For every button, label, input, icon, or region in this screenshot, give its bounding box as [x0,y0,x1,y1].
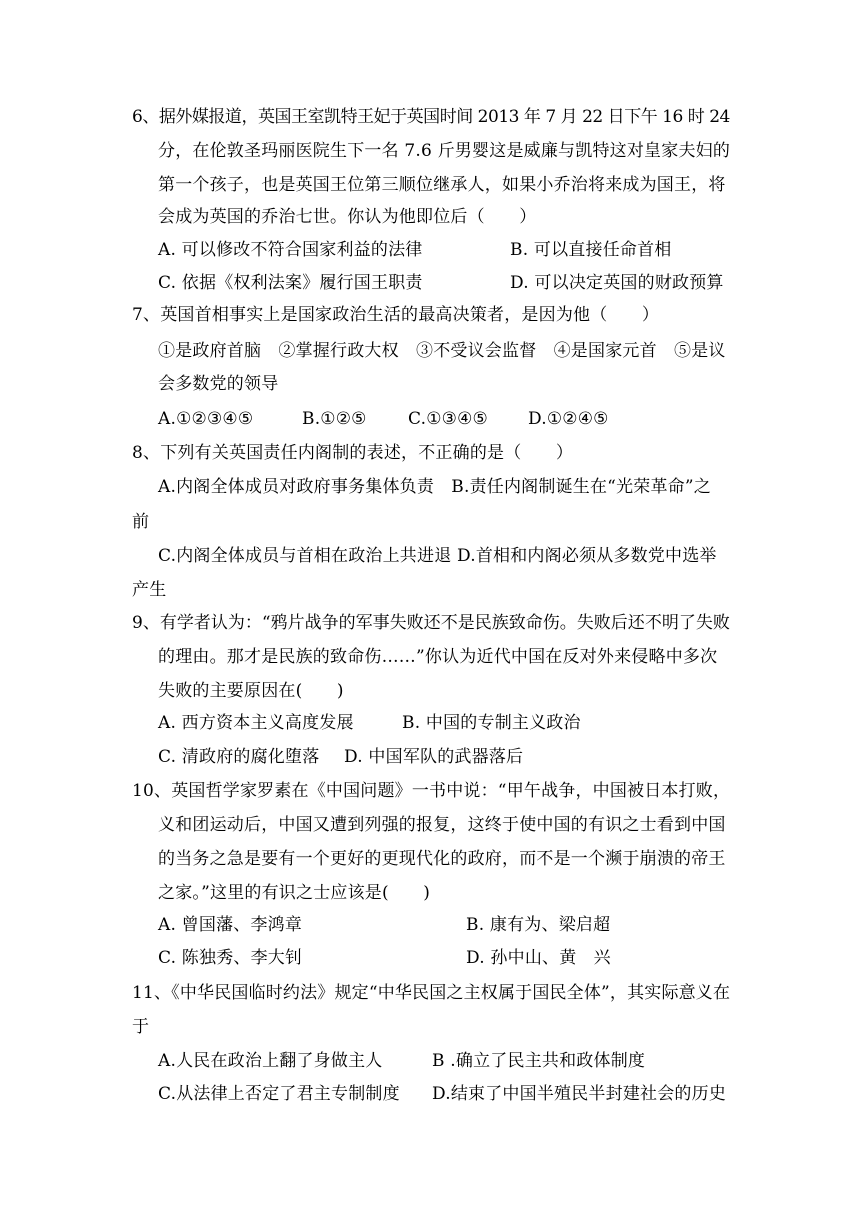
question-9-option-d: D. 中国军队的武器落后 [344,747,524,767]
question-6-line-3: 第一个孩子，也是英国王位第三顺位继承人，如果小乔治将来成为国王，将 [158,175,726,195]
question-11-option-b: B .确立了民主共和政体制度 [432,1051,646,1071]
question-10-option-d: D. 孙中山、黄 兴 [466,948,611,968]
question-8-option-a-b: A.内阁全体成员对政府事务集体负责 B.责任内阁制诞生在“光荣革命”之 [158,477,711,497]
question-11-line-1: 11、《中华民国临时约法》规定“中华民国之主权属于国民全体”，其实际意义在 [132,983,731,1003]
question-7-line-3: 会多数党的领导 [158,374,279,394]
question-10-line-2: 义和团运动后，中国又遭到列强的报复，这终于使中国的有识之士看到中国 [158,815,726,835]
question-9-line-3: 失败的主要原因在( ) [158,681,344,701]
question-11-line-2: 于 [132,1017,150,1037]
question-6-line-2: 分，在伦敦圣玛丽医院生下一名 7.6 斤男婴这是威廉与凯特这对皇家夫妇的 [158,141,731,161]
question-10-option-a: A. 曾国藩、李鸿章 [158,915,303,935]
question-10-line-4: 之家。”这里的有识之士应该是( ) [158,883,431,903]
question-7-line-1: 7、英国首相事实上是国家政治生活的最高决策者，是因为他（ ） [132,305,660,325]
question-9-line-2: 的理由。那才是民族的致命伤……”你认为近代中国在反对外来侵略中多次 [158,647,718,667]
question-11-option-d: D.结束了中国半殖民半封建社会的历史 [432,1084,727,1104]
question-10-line-3: 的当务之急是要有一个更好的更现代化的政府，而不是一个濒于崩溃的帝王 [158,849,726,869]
question-11-option-a: A.人民在政治上翻了身做主人 [158,1051,383,1071]
question-9-line-1: 9、有学者认为：“鸦片战争的军事失败还不是民族致命伤。失败后还不明了失败 [132,613,730,633]
question-7-option-b: B.①②⑤ [302,409,367,429]
question-10-option-c: C. 陈独秀、李大钊 [158,948,303,968]
question-6-option-a: A. 可以修改不符合国家利益的法律 [158,240,423,260]
question-6-line-4: 会成为英国的乔治七世。你认为他即位后（ ） [158,207,537,227]
question-10-option-b: B. 康有为、梁启超 [466,915,611,935]
question-7-option-a: A.①②③④⑤ [158,409,254,429]
question-7-option-c: C.①③④⑤ [408,409,488,429]
question-6-option-d: D. 可以决定英国的财政预算 [510,273,724,293]
question-10-line-1: 10、英国哲学家罗素在《中国问题》一书中说：“甲午战争，中国被日本打败， [132,781,731,801]
question-9-option-a: A. 西方资本主义高度发展 [158,713,354,733]
question-8-option-d-wrap: 产生 [132,580,167,600]
question-11-option-c: C.从法律上否定了君主专制制度 [158,1084,400,1104]
question-9-option-c: C. 清政府的腐化堕落 [158,747,320,767]
question-7-line-2: ①是政府首脑 ②掌握行政大权 ③不受议会监督 ④是国家元首 ⑤是议 [158,341,726,361]
question-8-line-1: 8、下列有关英国责任内阁制的表述，不正确的是（ ） [132,443,574,463]
question-7-option-d: D.①②④⑤ [528,409,609,429]
question-8-option-b-wrap: 前 [132,512,150,532]
question-9-option-b: B. 中国的专制主义政治 [402,713,581,733]
question-6-option-b: B. 可以直接任命首相 [510,240,672,260]
question-8-option-c-d: C.内阁全体成员与首相在政治上共进退 D.首相和内阁必须从多数党中选举 [158,546,717,566]
question-6-option-c: C. 依据《权利法案》履行国王职责 [158,273,423,293]
question-6-line-1: 6、据外媒报道，英国王室凯特王妃于英国时间 2013 年 7 月 22 日下午 16 时 24 [132,107,730,127]
